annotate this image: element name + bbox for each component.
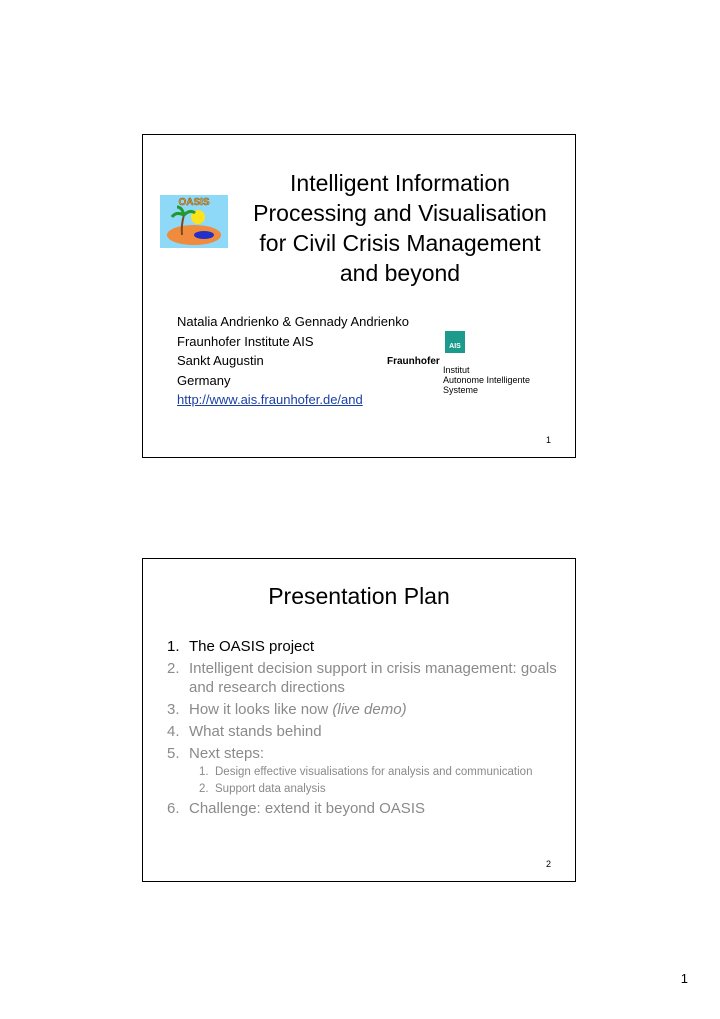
fraunhofer-institute-name (443, 365, 530, 395)
sub-item (189, 782, 567, 796)
plan-item-number: 2. (167, 660, 180, 677)
sub-list (189, 765, 567, 796)
plan-item-number: 5. (167, 745, 180, 762)
plan-item (167, 637, 567, 656)
sub-item-text: Design effective visualisations for analysis and communication (215, 766, 533, 778)
slide-1 (142, 134, 576, 458)
plan-item-text: How it looks like now (189, 701, 333, 718)
sub-item-number: 2. (199, 783, 209, 795)
title-line: for Civil Crisis Management (259, 230, 541, 256)
ais-badge-text: AIS (449, 343, 461, 350)
plan-item (167, 722, 567, 741)
title-line: Processing and Visualisation (253, 200, 547, 226)
website-link[interactable]: http://www.ais.fraunhofer.de/and (177, 392, 363, 407)
plan-item (167, 744, 567, 796)
institute-line: Institut (443, 365, 470, 375)
slide-2 (142, 558, 576, 882)
plan-item (167, 799, 567, 818)
plan-item-text: Next steps: (189, 745, 265, 762)
institute: Fraunhofer Institute AIS (177, 333, 314, 349)
institute-line: Systeme (443, 385, 479, 395)
fraunhofer-logo (387, 331, 547, 395)
author-block (177, 312, 409, 410)
title-line: Intelligent Information (290, 170, 510, 196)
plan-item-number: 6. (167, 800, 180, 817)
plan-item-emphasis: (live demo) (332, 701, 407, 718)
slide-number: 1 (545, 435, 551, 445)
plan-item-text: The OASIS project (189, 638, 315, 655)
plan-item (167, 700, 567, 719)
sub-item (189, 765, 567, 779)
sub-item-text: Support data analysis (215, 783, 326, 795)
authors: Natalia Andrienko & Gennady Andrienko (177, 314, 409, 329)
slide-1-title (241, 168, 559, 288)
country: Germany (177, 372, 231, 388)
city: Sankt Augustin (177, 353, 264, 368)
slide-2-title: Presentation Plan (268, 583, 450, 609)
title-line: and beyond (339, 260, 461, 286)
plan-list (167, 637, 567, 821)
fraunhofer-name: Fraunhofer (387, 356, 440, 367)
oasis-logo-icon (160, 195, 228, 248)
plan-item (167, 659, 567, 697)
plan-item-text: Challenge: extend it beyond OASIS (189, 800, 425, 817)
plan-item-number: 3. (167, 701, 180, 718)
oasis-logo-text: OASIS (178, 197, 210, 208)
plan-item-number: 4. (167, 723, 180, 740)
slide-number: 2 (545, 859, 551, 869)
plan-item-text: Intelligent decision support in crisis management: goals and research directions (189, 660, 557, 696)
institute-line: Autonome Intelligente (443, 375, 531, 385)
page-number: 1 (680, 971, 688, 986)
sub-item-number: 1. (199, 766, 209, 778)
plan-item-text: What stands behind (189, 723, 322, 740)
plan-item-number: 1. (167, 638, 180, 655)
